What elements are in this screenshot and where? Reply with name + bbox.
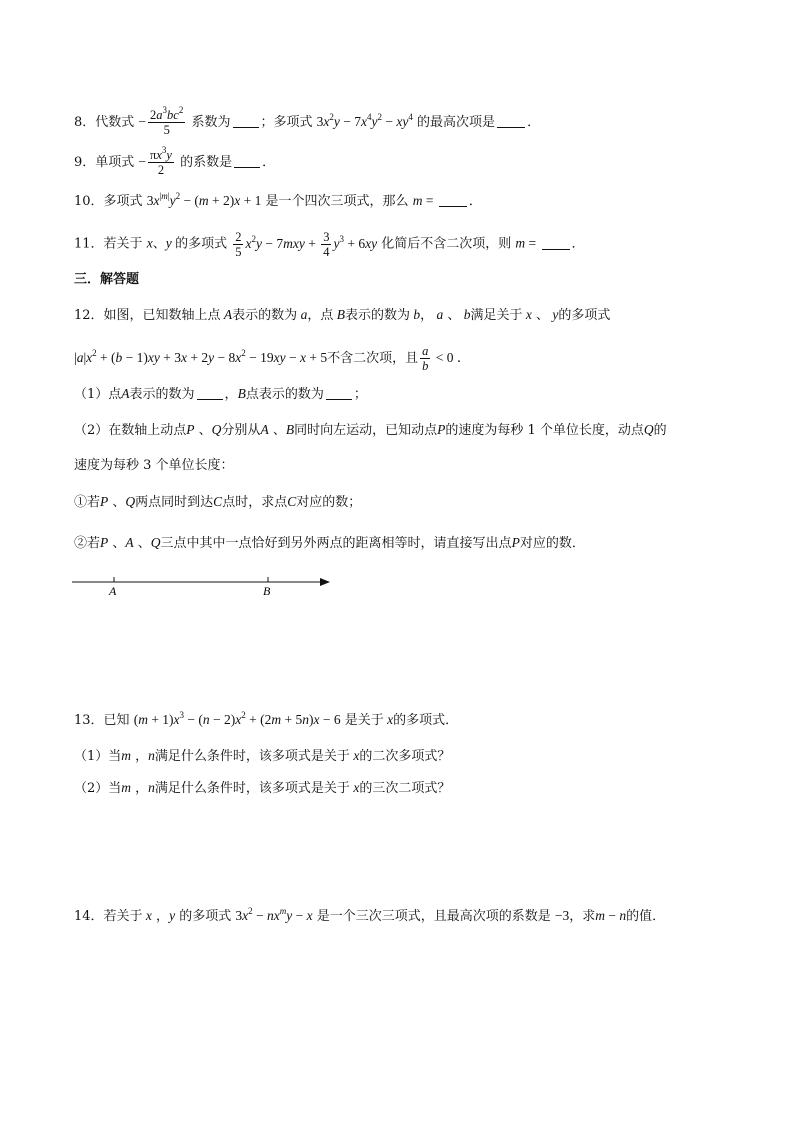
q13-sub2-text-3: 的三次二项式？ — [359, 781, 451, 796]
q12-case1-text-3: 点时，求点 — [222, 495, 288, 510]
q9-suffix: 的系数是 — [180, 155, 233, 170]
q13-sub1-text-1: （1）当 — [74, 749, 122, 764]
q8-polynomial: $3x^2y - 7x^4y^2 - xy^4$ — [316, 112, 413, 129]
q12-sub1-text-2: 表示的数为 — [129, 387, 195, 402]
question-10: 10．多项式 $3x^{|m|}y^2 - (m + 2)x + 1$ 是一个四次三项式，那么 m = ． — [74, 191, 482, 209]
q12-blank-1 — [197, 387, 223, 400]
question-13-sub-1: （1）当m ，n满足什么条件时，该多项式是关于 x的二次多项式？ — [74, 748, 451, 764]
q10-end: ． — [468, 194, 482, 209]
q13-prefix: 13．已知 — [74, 713, 130, 728]
q13-polynomial: $(m + 1)x^3 - (n - 2)x^2 + (2m + 5n)x - 6$ — [133, 710, 341, 727]
question-13: 13．已知 $(m + 1)x^3 - (n - 2)x^2 + (2m + 5n)x - 6$ 是关于 x的多项式． — [74, 710, 459, 728]
question-13-sub-2: （2）当m ，n满足什么条件时，该多项式是关于 x的三次二项式？ — [74, 780, 451, 796]
q14-mid2: 是一个三次三项式，且最高次项的系数是 — [316, 909, 551, 924]
q12-text-8: 不含二次项，且 — [327, 351, 419, 366]
q14-coefficient: −3 — [554, 908, 570, 923]
q13-suffix2: 的多项式． — [393, 713, 459, 728]
q11-polynomial: $\frac{2}{5}$ $x^2y - 7mxy$ + $\frac{3}{4}$ $y^3 + 6xy$ — [235, 230, 378, 259]
q13-sub2-text-1: （2）当 — [74, 781, 122, 796]
question-12-line-1: 12．如图，已知数轴上点 A表示的数为 a，点 B表示的数为 b， a 、 b满足关于 x 、 y的多项式 — [74, 307, 611, 323]
q12-case1-text-1: ①若 — [74, 495, 101, 510]
q13-suffix: 是关于 — [344, 713, 384, 728]
q8-blank-1 — [233, 115, 259, 128]
q12-case2-text-1: ②若 — [74, 536, 101, 551]
q13-sub1-text-2: 满足什么条件时，该多项式是关于 — [154, 749, 350, 764]
q12-case1-text-2: 两点同时到达 — [135, 495, 214, 510]
q12-text-1: 12．如图，已知数轴上点 — [74, 308, 221, 323]
q9-prefix: 9．单项式 — [74, 155, 135, 170]
q11-prefix: 11．若关于 — [74, 236, 143, 252]
q12-text-2: 表示的数为 — [232, 308, 298, 323]
q8-mid: 系数为 — [191, 115, 231, 130]
q13-sub2-text-2: 满足什么条件时，该多项式是关于 — [154, 781, 350, 796]
q12-text-4: 表示的数为 — [344, 308, 410, 323]
question-12-sub-2: （2）在数轴上动点P 、Q分别从A 、B同时向左运动，已知动点P的速度为每秒 1 个单位长度，动点Q的 — [74, 422, 667, 438]
q8-suffix: 的最高次项是 — [417, 115, 496, 130]
q12-sub2-text-3: 同时向左运动，已知动点 — [294, 423, 438, 438]
q12-text-7: 的多项式 — [558, 308, 611, 323]
q12-text-6: 满足关于 — [470, 308, 523, 323]
q14-end: 的值． — [626, 909, 666, 924]
q12-sub2-text-2: 分别从 — [221, 423, 261, 438]
q14-mid3: ，求 — [569, 909, 596, 924]
q9-fraction: $\frac{\pi x^3y}{2}$ — [150, 145, 172, 177]
q9-end: ． — [262, 155, 276, 170]
q8-prefix: 8．代数式 — [74, 115, 135, 130]
number-line-arrow — [320, 578, 330, 586]
q14-prefix: 14．若关于 — [74, 909, 143, 924]
q11-end: ． — [571, 236, 585, 252]
q10-prefix: 10．多项式 — [74, 194, 143, 209]
q11-mid2: 化简后不含二次项，则 — [381, 236, 512, 252]
q8-blank-2 — [497, 115, 525, 128]
q12-sub1-text-3: 点表示的数为 — [245, 387, 324, 402]
q14-mid: 的多项式 — [179, 909, 232, 924]
q12-case2-text-2: 三点中其中一点恰好到另外两点的距离相等时，请直接写出点 — [160, 536, 512, 551]
q12-sub2-text-6: 速度为每秒 3 个单位长度： — [74, 458, 234, 473]
q12-sub2-text-5: 的 — [653, 423, 667, 438]
q8-end: ． — [527, 115, 541, 130]
q12-text-5: ， — [420, 308, 434, 323]
question-14: 14．若关于 x ，y 的多项式 $3x^2 - nx^my - x$ 是一个三次三项式，且最高次项的系数是 −3，求m − n的值． — [74, 906, 666, 924]
q12-case1-text-4: 对应的数； — [296, 495, 362, 510]
q12-blank-2 — [326, 387, 352, 400]
number-line — [72, 570, 342, 600]
q11-blank — [542, 237, 570, 250]
q10-polynomial: $3x^{|m|}y^2 - (m + 2)x + 1$ — [146, 191, 262, 208]
question-12-case-1: ①若P 、Q两点同时到达C点时，求点C对应的数； — [74, 494, 362, 510]
question-12-sub-2b — [74, 456, 234, 476]
q13-sub1-text-3: 的二次多项式？ — [359, 749, 451, 764]
q9-blank — [234, 155, 260, 168]
q12-sub2-text-4: 的速度为每秒 1 个单位长度，动点 — [445, 423, 644, 438]
question-12-case-2: ②若P 、A 、Q三点中其中一点恰好到另外两点的距离相等时，请直接写出点P对应的数． — [74, 535, 585, 551]
q12-polynomial: $|a|x^2 + (b - 1)xy + 3x + 2y - 8x^2 - 19xy - x + 5$ — [74, 348, 328, 365]
q11-mid: 的多项式 — [175, 236, 228, 252]
question-9: 9．单项式 − $\frac{\pi x^3y}{2}$ 的系数是 ． — [74, 145, 276, 177]
label-a: A — [109, 584, 117, 598]
q10-mid: 是一个四次三项式，那么 — [265, 194, 409, 209]
section-heading: 三．解答题 — [74, 272, 140, 287]
question-12-sub-1: （1）点A表示的数为 ，B点表示的数为 ； — [74, 386, 367, 402]
question-11: 11．若关于 x、y 的多项式 $\frac{2}{5}$ $x^2y - 7mxy$ + $\frac{3}{4}$ $y^3 + 6xy$ 化简后不含二次项，则 m = ． — [74, 230, 585, 259]
q12-sub1-text-1: （1）点 — [74, 387, 122, 402]
q14-polynomial: $3x^2 - nx^my - x$ — [235, 906, 313, 923]
question-8: 8．代数式 − $\frac{2a^3bc^2}{5}$ 系数为 ；多项式 $3x^2y - 7x^4y^2 - xy^4$ 的最高次项是 ． — [74, 105, 541, 137]
q12-text-3: ，点 — [307, 308, 334, 323]
q12-sub2-text-1: （2）在数轴上动点 — [74, 423, 187, 438]
q10-blank — [439, 194, 467, 207]
q12-case2-text-3: 对应的数． — [519, 536, 585, 551]
label-b: B — [263, 584, 271, 598]
q8-fraction: $\frac{2a^3bc^2}{5}$ — [150, 105, 184, 137]
question-12-line-2: $|a|x^2 + (b - 1)xy + 3x + 2y - 8x^2 - 19xy - x + 5$不含二次项，且 $\frac{a}{b}$ < 0 ． — [74, 344, 471, 373]
q8-mid2: ；多项式 — [260, 115, 313, 130]
